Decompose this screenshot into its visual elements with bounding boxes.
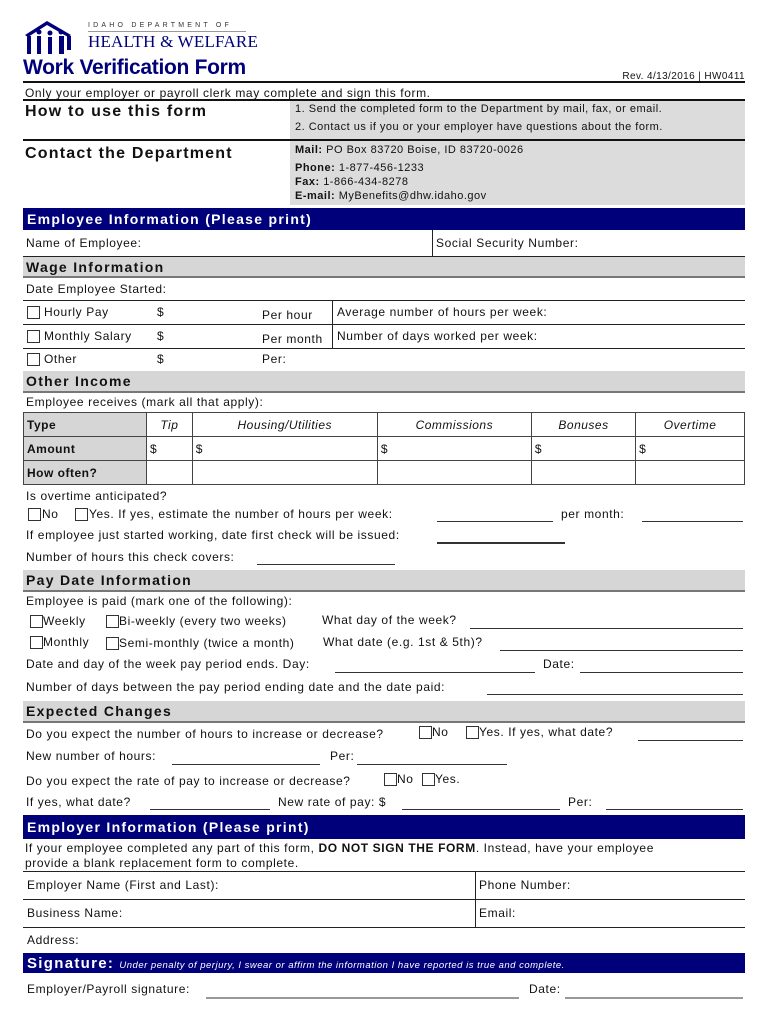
hours-change-yes-checkbox[interactable] — [466, 726, 479, 739]
other-checkbox[interactable] — [27, 353, 40, 366]
type-tip: Tip — [147, 413, 193, 437]
day-of-week-field[interactable] — [470, 628, 743, 629]
days-between-label: Number of days between the pay period ending date and the date paid: — [26, 680, 446, 694]
new-hours-per-field[interactable] — [357, 764, 507, 765]
address-label: Address: — [27, 933, 80, 947]
hourly-pay-label: Hourly Pay — [44, 305, 109, 319]
hours-covered-label: Number of hours this check covers: — [26, 550, 235, 564]
logo-line2: HEALTH & WELFARE — [88, 32, 259, 51]
form-title: Work Verification Form — [23, 56, 246, 79]
amount-field[interactable]: $ — [531, 437, 635, 461]
rate-change-no-label: No — [397, 772, 414, 786]
signature-statement: Under penalty of perjury, I swear or affirm the information I have reported is true and complete. — [119, 960, 565, 971]
employer-phone-label: Phone Number: — [479, 878, 571, 892]
new-rate-per-label: Per: — [568, 795, 593, 809]
signature-field[interactable] — [206, 997, 519, 999]
day-of-week-label: What day of the week? — [322, 613, 457, 627]
how-to-heading: How to use this form — [25, 103, 208, 120]
row-label-type: Type — [24, 413, 147, 437]
employer-info-header: Employer Information (Please print) — [23, 815, 745, 839]
semimonthly-label: Semi-monthly (twice a month) — [119, 636, 295, 650]
monthly-salary-label: Monthly Salary — [44, 329, 132, 343]
biweekly-label: Bi-weekly (every two weeks) — [119, 614, 287, 628]
first-check-label: If employee just started working, date first check will be issued: — [26, 528, 400, 542]
contact-heading: Contact the Department — [25, 145, 233, 162]
rate-change-yes-checkbox[interactable] — [422, 773, 435, 786]
signature-date-field[interactable] — [565, 997, 743, 999]
what-date-label: What date (e.g. 1st & 5th)? — [323, 635, 483, 649]
pay-date-instruction: Employee is paid (mark one of the following): — [26, 594, 293, 608]
employer-email-label: Email: — [479, 906, 516, 920]
monthly-checkbox[interactable] — [30, 636, 43, 649]
hourly-pay-checkbox[interactable] — [27, 306, 40, 319]
other-label: Other — [44, 352, 78, 366]
dollar-sign: $ — [157, 305, 165, 319]
how-often-field[interactable] — [377, 461, 531, 485]
biweekly-checkbox[interactable] — [106, 615, 119, 628]
period-end-day-field[interactable] — [335, 672, 535, 673]
overtime-no-checkbox[interactable] — [28, 508, 41, 521]
business-name-label: Business Name: — [27, 906, 123, 920]
hours-change-yes-label: Yes. If yes, what date? — [479, 725, 614, 739]
dollar-sign: $ — [157, 352, 165, 366]
rate-change-date-field[interactable] — [150, 809, 270, 810]
employer-notice-line2: provide a blank replacement form to complete. — [25, 856, 299, 870]
amount-field[interactable]: $ — [377, 437, 531, 461]
rate-change-date-label: If yes, what date? — [26, 795, 131, 809]
per-label: Per: — [262, 352, 287, 366]
employer-notice: If your employee completed any part of this form, DO NOT SIGN THE FORM. Instead, have your employee — [25, 841, 654, 855]
rate-change-no-checkbox[interactable] — [384, 773, 397, 786]
hours-change-no-checkbox[interactable] — [419, 726, 432, 739]
days-between-field[interactable] — [487, 694, 743, 695]
hours-covered-field[interactable] — [257, 564, 395, 565]
weekly-checkbox[interactable] — [30, 615, 43, 628]
days-worked-label: Number of days worked per week: — [337, 329, 538, 343]
per-label: Per: — [330, 749, 355, 763]
overtime-question: Is overtime anticipated? — [26, 489, 168, 503]
dollar-sign: $ — [157, 329, 165, 343]
signature-heading: Signature: — [27, 955, 115, 972]
signature-label: Employer/Payroll signature: — [27, 982, 190, 996]
contact-email[interactable]: E-mail: MyBenefits@dhw.idaho.gov — [295, 190, 487, 202]
monthly-label: Monthly — [43, 635, 90, 649]
new-hours-field[interactable] — [172, 764, 320, 765]
what-date-field[interactable] — [500, 650, 743, 651]
employee-info-header: Employee Information (Please print) — [23, 208, 745, 230]
how-often-field[interactable] — [192, 461, 377, 485]
new-rate-field[interactable] — [402, 809, 560, 810]
new-rate-label: New rate of pay: $ — [278, 795, 387, 809]
signature-date-label: Date: — [529, 982, 561, 996]
rate-change-yes-label: Yes. — [435, 772, 461, 786]
contact-fax: Fax: 1-866-434-8278 — [295, 176, 409, 188]
avg-hours-label: Average number of hours per week: — [337, 305, 548, 319]
type-housing: Housing/Utilities — [192, 413, 377, 437]
overtime-yes-label: Yes. If yes, estimate the number of hours per week: — [89, 507, 393, 521]
how-to-step: 1. Send the completed form to the Department by mail, fax, or email. — [295, 103, 663, 115]
logo-line1: IDAHO DEPARTMENT OF — [88, 22, 233, 29]
new-hours-label: New number of hours: — [26, 749, 157, 763]
pay-date-header: Pay Date Information — [23, 570, 745, 592]
idhw-logo — [23, 20, 259, 54]
new-rate-per-field[interactable] — [606, 809, 743, 810]
monthly-salary-checkbox[interactable] — [27, 330, 40, 343]
overtime-no-label: No — [42, 507, 59, 521]
row-label-how-often: How often? — [24, 461, 147, 485]
type-overtime: Overtime — [636, 413, 745, 437]
amount-field[interactable]: $ — [192, 437, 377, 461]
how-to-step: 2. Contact us if you or your employer have questions about the form. — [295, 121, 663, 133]
contact-mail: Mail: PO Box 83720 Boise, ID 83720-0026 — [295, 144, 524, 156]
overtime-yes-checkbox[interactable] — [75, 508, 88, 521]
contact-phone: Phone: 1-877-456-1233 — [295, 162, 425, 174]
other-income-instruction: Employee receives (mark all that apply): — [26, 395, 264, 409]
type-bonuses: Bonuses — [531, 413, 635, 437]
type-commissions: Commissions — [377, 413, 531, 437]
date-started-label: Date Employee Started: — [26, 282, 167, 296]
revision: Rev. 4/13/2016 | HW0411 — [622, 71, 745, 82]
how-often-field[interactable] — [531, 461, 635, 485]
period-end-date-label: Date: — [543, 657, 575, 671]
ssn-label: Social Security Number: — [436, 236, 579, 250]
how-often-field[interactable] — [636, 461, 745, 485]
wage-info-header: Wage Information — [23, 257, 745, 278]
per-month-label: per month: — [561, 507, 625, 521]
hours-change-no-label: No — [432, 725, 449, 739]
row-label-amount: Amount — [24, 437, 147, 461]
other-income-header: Other Income — [23, 371, 745, 393]
other-income-table — [23, 412, 745, 485]
hours-per-week-field[interactable] — [437, 521, 553, 522]
per-month-field[interactable] — [642, 521, 743, 522]
employee-name-label: Name of Employee: — [26, 236, 142, 250]
weekly-label: Weekly — [43, 614, 86, 628]
first-check-date-field[interactable] — [437, 542, 565, 544]
semimonthly-checkbox[interactable] — [106, 637, 119, 650]
employer-name-label: Employer Name (First and Last): — [27, 878, 219, 892]
house-family-icon — [23, 20, 75, 54]
expected-changes-header: Expected Changes — [23, 701, 745, 723]
period-end-date-field[interactable] — [580, 672, 743, 673]
signature-header — [23, 953, 745, 973]
per-month-label: Per month — [262, 332, 323, 346]
intro-text: Only your employer or payroll clerk may complete and sign this form. — [25, 86, 431, 100]
hours-change-date-field[interactable] — [638, 740, 743, 741]
hours-change-question: Do you expect the number of hours to increase or decrease? — [26, 727, 384, 741]
per-hour-label: Per hour — [262, 308, 313, 322]
period-end-label: Date and day of the week pay period ends. Day: — [26, 657, 310, 671]
how-often-field[interactable] — [147, 461, 193, 485]
amount-field[interactable]: $ — [147, 437, 193, 461]
rate-change-question: Do you expect the rate of pay to increase or decrease? — [26, 774, 351, 788]
amount-field[interactable]: $ — [636, 437, 745, 461]
